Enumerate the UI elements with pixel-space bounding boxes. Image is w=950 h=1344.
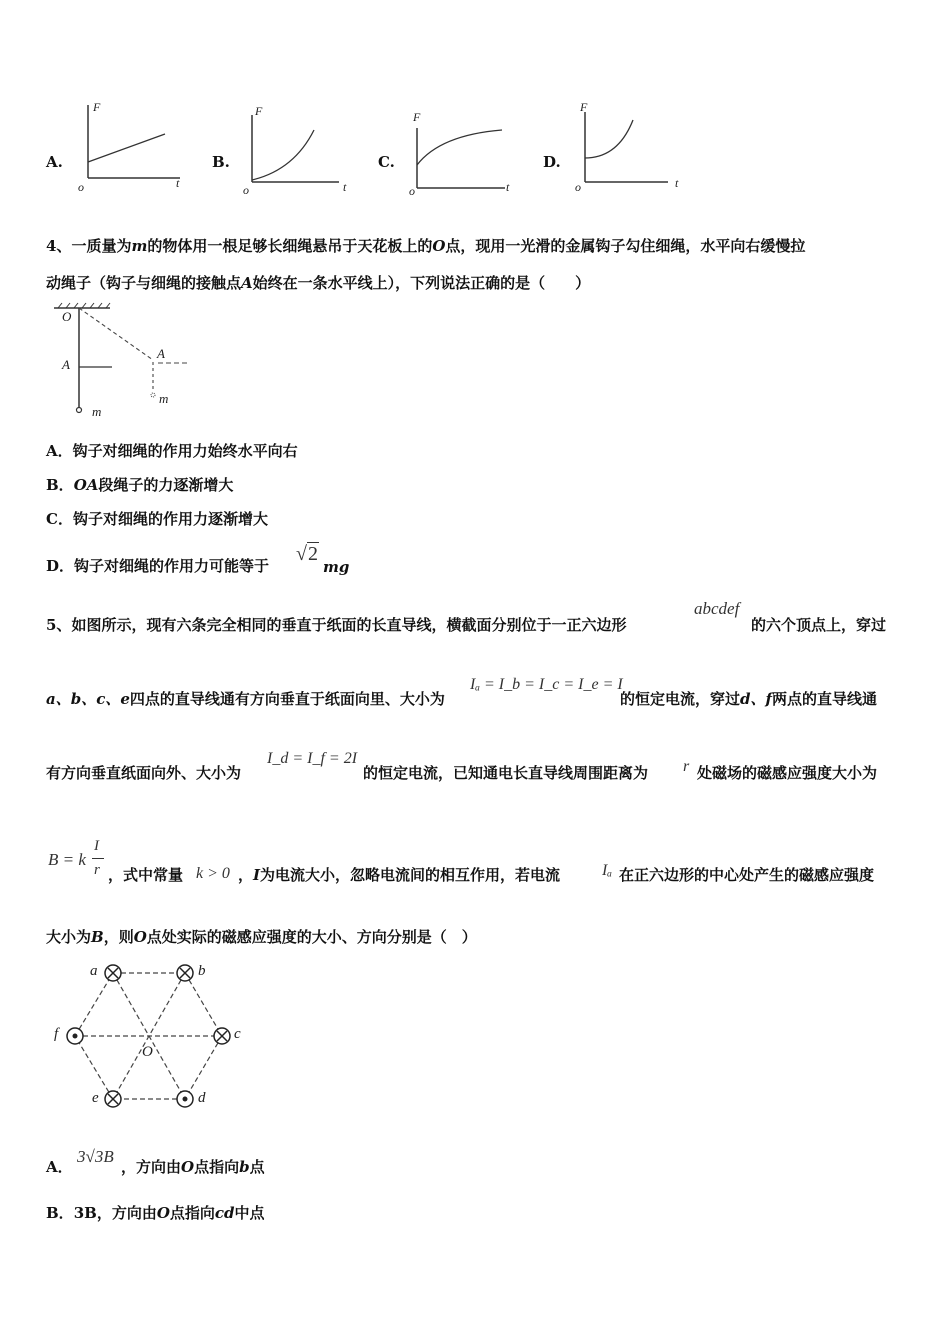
graph-a-line	[88, 134, 165, 162]
q5-option-b-value: 3B	[73, 1204, 97, 1222]
q5-var-i: I	[253, 866, 261, 884]
q5-line-3: 有方向垂直纸面向外、大小为	[46, 764, 242, 782]
graph-c-curve	[417, 130, 502, 165]
q4-option-b-label: B．	[46, 476, 74, 494]
q5-k-positive: k > 0	[196, 865, 230, 882]
q5-var-o: O	[133, 928, 147, 946]
q4-text: 的物体用一根足够长细绳悬吊于天花板上的	[147, 237, 433, 255]
q5-line-4-end: 在正六边形的中心处产生的磁感应强度	[619, 866, 875, 884]
q5-text: ，则	[103, 928, 134, 946]
q5-text: 两点的直导线通	[771, 690, 877, 708]
q5-option-a-value: 3√3B	[77, 1147, 114, 1166]
q3-b-origin: o	[243, 183, 249, 197]
q5-number: 5、	[46, 616, 72, 634]
q4-line-2	[46, 273, 590, 293]
q5-var-o: O	[156, 1204, 170, 1222]
q4-fig-m-left: m	[92, 404, 102, 419]
q5-text: 四点的直导线通有方向垂直于纸面向里、大小为	[129, 690, 445, 708]
wire-d-out-of-page	[177, 1091, 193, 1107]
q3-d-x-label: t	[675, 176, 679, 190]
q5-var-r: r	[683, 758, 690, 775]
q5-formula-b: B = k	[48, 850, 86, 869]
q4-fig-a-right: A	[157, 346, 165, 361]
graph-d-curve	[585, 120, 633, 158]
q3-a-y-label: F	[93, 100, 101, 114]
q4-option-b-text: 段绳子的力逐渐增大	[98, 476, 234, 494]
q5-text: 中点	[234, 1204, 265, 1222]
wire-e-into-page	[105, 1091, 121, 1107]
q3-c-y-label: F	[413, 110, 421, 124]
q3-c-x-label: t	[506, 180, 510, 194]
wire-f-out-of-page	[67, 1028, 83, 1044]
mass-right	[151, 393, 155, 397]
q4-option-b[interactable]	[46, 475, 233, 495]
q5-text: 如图所示，现有六条完全相同的垂直于纸面的长直导线，横截面分别位于一正六边形	[71, 616, 627, 634]
q4-fig-o-label: O	[62, 309, 72, 324]
q5-option-a-label[interactable]: A．	[46, 1158, 73, 1176]
wire-a-into-page	[105, 965, 121, 981]
q5-fig-label-d: d	[198, 1090, 206, 1106]
q4-var-o: O	[432, 237, 446, 255]
q4-var-a: A	[241, 274, 253, 292]
q5-text: 点处实际的磁感应强度的大小、方向分别是（ ）	[146, 928, 477, 946]
q4-option-d-mg: mg	[323, 558, 350, 576]
q4-number: 4、	[46, 237, 72, 255]
q5-line-3-end: 处磁场的磁感应强度大小为	[697, 764, 878, 782]
q3-graph-a	[70, 100, 190, 195]
wire-b-into-page	[177, 965, 193, 981]
q4-fig-m-right: m	[159, 391, 169, 406]
q3-option-d-label[interactable]: D.	[543, 153, 561, 171]
sqrt-radicand: 2	[307, 543, 318, 565]
sqrt-symbol: √	[296, 543, 307, 565]
q5-text: 的恒定电流，穿过	[620, 690, 741, 708]
q3-option-b-label[interactable]: B.	[212, 153, 230, 171]
rope-dashed-slanted	[79, 308, 153, 360]
q5-var-o: O	[181, 1158, 195, 1176]
q4-text: 动绳子（钩子与细绳的接触点	[46, 274, 242, 292]
q4-option-d-text: D．钩子对细绳的作用力可能等于	[46, 557, 270, 575]
q5-hexagon-name: abcdef	[694, 599, 740, 618]
q4-text: 始终在一条水平线上），下列说法正确的是（ ）	[252, 274, 591, 292]
q4-option-c[interactable]: C．钩子对细绳的作用力逐渐增大	[46, 510, 268, 528]
q5-line-5	[46, 927, 477, 947]
q5-line-2	[46, 689, 445, 709]
q5-formula-den: r	[94, 862, 100, 878]
q5-option-b-label: B．	[46, 1204, 74, 1222]
q5-text: ，	[238, 866, 254, 884]
q5-current-eq-2: I_d = I_f = 2I	[267, 750, 358, 767]
q5-text: 点	[249, 1158, 265, 1176]
mass-left	[77, 408, 82, 413]
q3-option-c-label[interactable]: C.	[378, 153, 395, 171]
q5-option-b[interactable]	[46, 1203, 265, 1223]
q5-text: 大小为	[46, 928, 92, 946]
q3-option-a-label[interactable]: A.	[46, 153, 63, 171]
q5-line-3-mid: 的恒定电流，已知通电长直导线周围距离为	[363, 764, 649, 782]
q5-line-1-end: 的六个顶点上，穿过	[751, 616, 887, 634]
q5-hexagon-figure	[48, 958, 258, 1118]
q4-text: 点，现用一光滑的金属钩子勾住细绳，水平向右缓慢拉	[445, 237, 806, 255]
q4-option-b-var: OA	[73, 476, 99, 494]
q5-line-4-a: ，式中常量	[108, 866, 184, 884]
q5-var-b: B	[91, 928, 104, 946]
q5-text: ，方向由	[121, 1158, 182, 1176]
q4-figure	[50, 300, 200, 425]
q4-text: 一质量为	[71, 237, 132, 255]
q5-var-ia: Iₐ	[602, 862, 613, 879]
q3-b-y-label: F	[255, 104, 263, 118]
q3-graph-b	[234, 100, 354, 195]
q5-line-1	[46, 615, 626, 635]
q4-line-1	[46, 236, 805, 256]
q3-d-y-label: F	[580, 100, 588, 114]
q5-text: 点指向	[169, 1204, 215, 1222]
q5-formula-num: I	[94, 838, 99, 854]
q5-var-cd: cd	[214, 1204, 235, 1222]
graph-b-curve	[252, 130, 314, 180]
q5-current-eq-1: Iₐ = I_b = I_c = I_e = I	[470, 676, 623, 693]
q4-option-d-sqrt	[296, 543, 319, 566]
hexagon-lines	[75, 973, 222, 1099]
q5-text: 为电流大小，忽略电流间的相互作用，若电流	[260, 866, 561, 884]
q5-line-4-b	[238, 865, 560, 885]
q5-fig-label-e: e	[92, 1090, 99, 1106]
q3-b-x-label: t	[343, 180, 347, 194]
q4-option-d[interactable]	[46, 556, 269, 576]
q4-fig-a-left: A	[62, 357, 70, 372]
q5-fig-label-a: a	[90, 963, 98, 979]
q5-line-2-end	[620, 689, 877, 709]
q4-var-m: m	[131, 237, 148, 255]
q5-var-b-point: b	[239, 1158, 250, 1176]
wire-c-into-page	[214, 1028, 230, 1044]
q5-option-a-text[interactable]	[121, 1157, 265, 1177]
q5-fig-label-f: f	[54, 1026, 59, 1042]
q3-a-origin: o	[78, 180, 84, 194]
q4-option-a[interactable]: A．钩子对细绳的作用力始终水平向右	[46, 442, 298, 460]
q5-text: ，方向由	[96, 1204, 157, 1222]
q5-vars-abce: a、b、c、e	[46, 690, 130, 708]
q3-a-x-label: t	[176, 176, 180, 190]
q5-text: 点指向	[194, 1158, 240, 1176]
q3-c-origin: o	[409, 184, 415, 198]
q5-fig-label-o: O	[142, 1044, 153, 1060]
q5-fig-label-c: c	[234, 1026, 241, 1042]
q5-fig-label-b: b	[198, 963, 206, 979]
q3-d-origin: o	[575, 180, 581, 194]
q5-fraction-bar	[92, 858, 104, 859]
q5-vars-df: d、f	[740, 690, 772, 708]
